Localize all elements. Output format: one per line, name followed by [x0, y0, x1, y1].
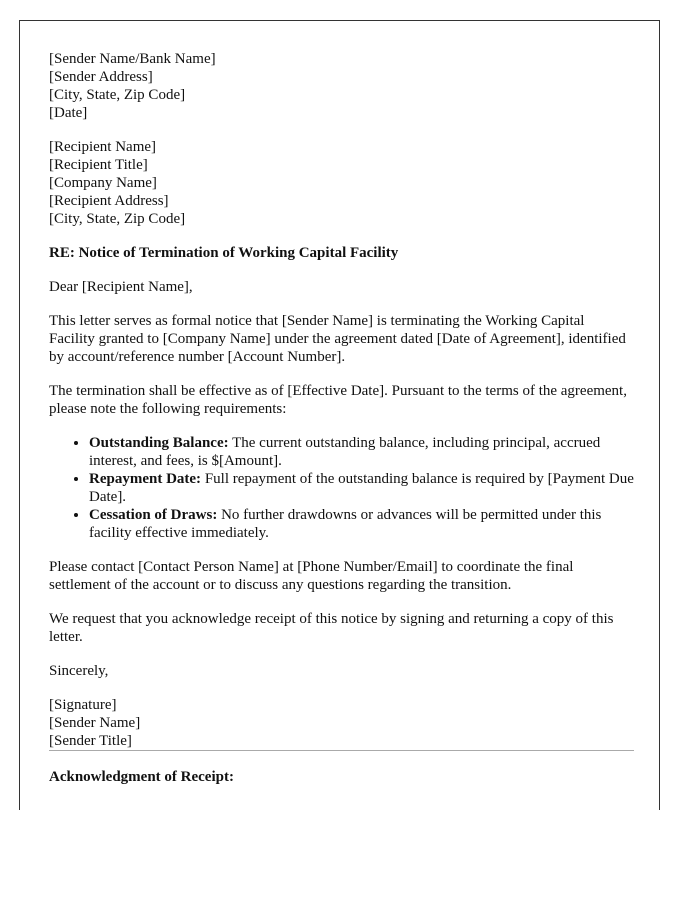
signature-block: [49, 696, 634, 750]
list-item: [89, 506, 634, 542]
sender-block: [49, 50, 634, 122]
acknowledgment-heading: Acknowledgment of Receipt:: [49, 769, 234, 785]
acknowledge-paragraph: We request that you acknowledge receipt of this notice by signing and returning a copy of this letter.: [49, 611, 614, 645]
requirement-text: No further drawdowns or advances will be permitted under this facility effective immediately.: [89, 507, 602, 541]
requirement-text: The current outstanding balance, including principal, accrued interest, and fees, is $[Amount].: [89, 435, 601, 469]
recipient-address: [Recipient Address]: [49, 193, 169, 209]
intro-paragraph: This letter serves as formal notice that [Sender Name] is terminating the Working Capital Facility granted to [Company Name] under the agreement dated [Date of Agreement], identified by account/reference number [Account Number].: [49, 313, 626, 365]
subject-line: RE: Notice of Termination of Working Capital Facility: [49, 245, 399, 261]
valediction: Sincerely,: [49, 663, 109, 679]
closing-sender-title: [Sender Title]: [49, 733, 132, 749]
recipient-block: [49, 138, 634, 228]
letter-date: [Date]: [49, 105, 88, 121]
contact-paragraph: Please contact [Contact Person Name] at [Phone Number/Email] to coordinate the final settlement of the account or to discuss any questions regarding the transition.: [49, 559, 574, 593]
divider: [49, 750, 634, 751]
letter-content: [49, 50, 634, 786]
signature-placeholder: [Signature]: [49, 697, 117, 713]
requirement-term: Cessation of Draws:: [89, 507, 218, 523]
recipient-title: [Recipient Title]: [49, 157, 148, 173]
requirement-text: Full repayment of the outstanding balance is required by [Payment Due Date].: [89, 471, 634, 505]
recipient-company: [Company Name]: [49, 175, 157, 191]
recipient-name: [Recipient Name]: [49, 139, 157, 155]
effective-paragraph: The termination shall be effective as of [Effective Date]. Pursuant to the terms of the agreement, please note the following requirements:: [49, 383, 627, 417]
requirements-list: [49, 434, 634, 542]
list-item: [89, 470, 634, 506]
letter-page: [19, 20, 660, 810]
sender-city-state-zip: [City, State, Zip Code]: [49, 87, 186, 103]
sender-address: [Sender Address]: [49, 69, 153, 85]
salutation: Dear [Recipient Name],: [49, 279, 193, 295]
closing-sender-name: [Sender Name]: [49, 715, 141, 731]
recipient-city-state-zip: [City, State, Zip Code]: [49, 211, 186, 227]
requirement-term: Repayment Date:: [89, 471, 202, 487]
sender-name: [Sender Name/Bank Name]: [49, 51, 216, 67]
list-item: [89, 434, 634, 470]
requirement-term: Outstanding Balance:: [89, 435, 229, 451]
